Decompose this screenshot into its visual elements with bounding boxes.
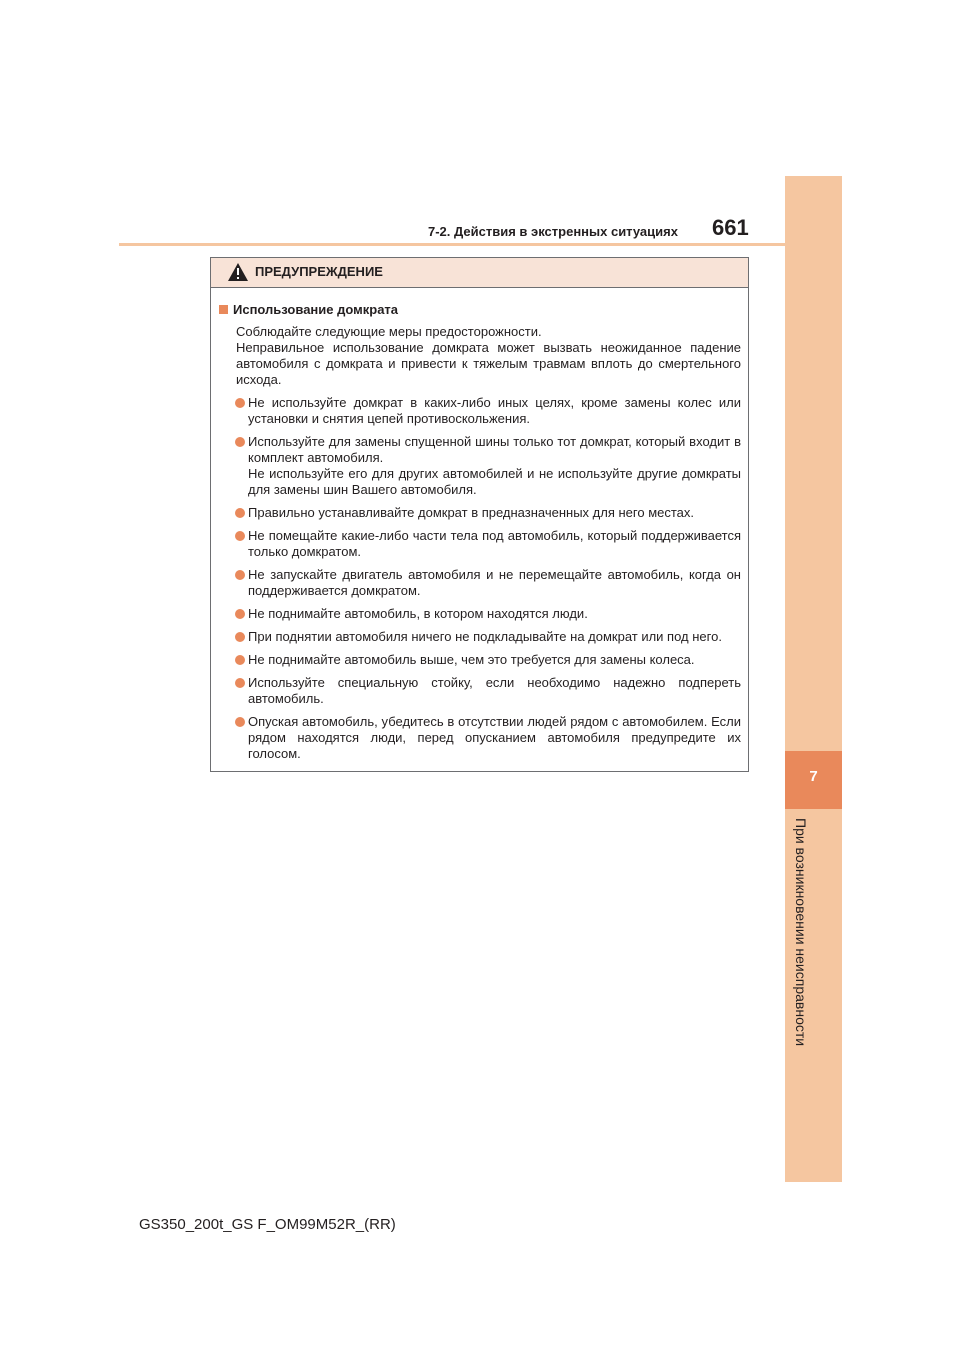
section-title: 7-2. Действия в экстренных ситуациях xyxy=(428,224,678,239)
warning-triangle-icon xyxy=(227,262,249,282)
bullet-item xyxy=(218,652,741,668)
bullet-dot-icon xyxy=(235,437,245,447)
bullet-text: Используйте специальную стойку, если необходимо надежно подпереть автомобиль. xyxy=(248,675,741,706)
bullet-text: Используйте для замены спущенной шины только тот домкрат, который входит в комплект автомобиля. xyxy=(248,434,741,465)
bullet-dot-icon xyxy=(235,632,245,642)
warning-subheading xyxy=(218,302,741,318)
bullet-item xyxy=(218,505,741,521)
bullet-dot-icon xyxy=(235,609,245,619)
bullet-text: Не используйте домкрат в каких-либо иных целях, кроме замены колес или установки и снятия цепей противоскольжения. xyxy=(248,395,741,426)
bullet-text: Не поднимайте автомобиль выше, чем это требуется для замены колеса. xyxy=(248,652,695,667)
intro-line: Соблюдайте следующие меры предосторожности. xyxy=(236,324,542,339)
header-rule xyxy=(119,243,785,246)
bullet-item xyxy=(218,675,741,707)
bullet-item xyxy=(218,395,741,427)
bullet-item xyxy=(218,434,741,498)
bullet-text: Не запускайте двигатель автомобиля и не перемещайте автомобиль, когда он поддерживается домкратом. xyxy=(248,567,741,598)
bullet-dot-icon xyxy=(235,678,245,688)
bullet-dot-icon xyxy=(235,398,245,408)
document-code: GS350_200t_GS F_OM99M52R_(RR) xyxy=(139,1216,396,1233)
bullet-text: При поднятии автомобиля ничего не подкладывайте на домкрат или под него. xyxy=(248,629,722,644)
bullet-dot-icon xyxy=(235,717,245,727)
bullet-text: Не помещайте какие-либо части тела под автомобиль, который поддерживается только домкратом. xyxy=(248,528,741,559)
chapter-label: При возникновении неисправности xyxy=(793,818,809,1047)
warning-box xyxy=(210,257,749,772)
bullet-dot-icon xyxy=(235,531,245,541)
intro-line: Неправильное использование домкрата может вызвать неожиданное падение автомобиля с домкрата и привести к тяжелым травмам вплоть до смертельного исхода. xyxy=(236,340,741,387)
square-bullet-icon xyxy=(219,305,228,314)
bullet-dot-icon xyxy=(235,570,245,580)
warning-body xyxy=(211,288,748,762)
warning-bullet-list xyxy=(218,395,741,762)
warning-subheading-text: Использование домкрата xyxy=(233,302,399,317)
bullet-item xyxy=(218,714,741,762)
bullet-text-continuation: Не используйте его для других автомобилей и не используйте другие домкраты для замены шин Вашего автомобиля. xyxy=(248,466,741,497)
bullet-text: Не поднимайте автомобиль, в котором находятся люди. xyxy=(248,606,588,621)
bullet-text: Опуская автомобиль, убедитесь в отсутствии людей рядом с автомобилем. Если рядом находятся люди, перед опусканием автомобиля предупредите их голосом. xyxy=(248,714,741,761)
bullet-item xyxy=(218,528,741,560)
bullet-dot-icon xyxy=(235,508,245,518)
bullet-item xyxy=(218,567,741,599)
bullet-dot-icon xyxy=(235,655,245,665)
warning-title: ПРЕДУПРЕЖДЕНИЕ xyxy=(255,264,383,279)
warning-intro xyxy=(218,324,741,388)
bullet-item xyxy=(218,629,741,645)
bullet-text: Правильно устанавливайте домкрат в предназначенных для него местах. xyxy=(248,505,695,520)
bullet-item xyxy=(218,606,741,622)
warning-header xyxy=(211,258,748,288)
page-number: 661 xyxy=(712,215,749,240)
chapter-number: 7 xyxy=(809,768,818,785)
